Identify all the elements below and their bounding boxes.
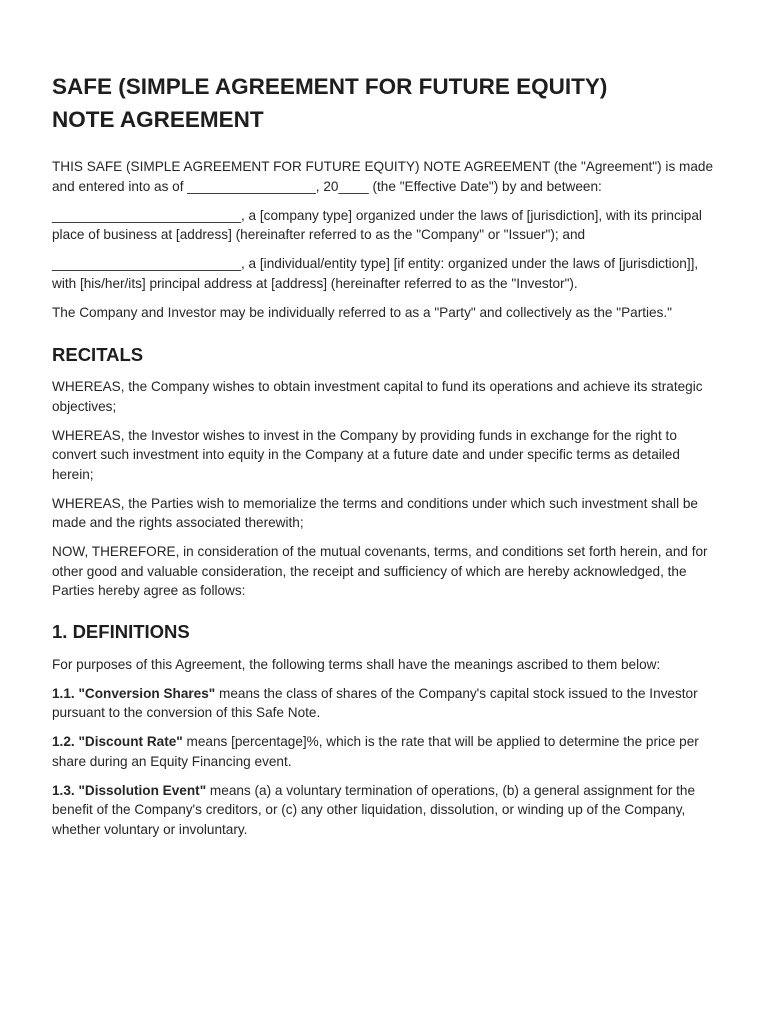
document-body — [52, 70, 720, 849]
definitions-heading: 1. DEFINITIONS — [52, 620, 190, 642]
title-line-1: SAFE (SIMPLE AGREEMENT FOR FUTURE EQUITY) — [52, 74, 608, 99]
company-party-paragraph: _________________________, a [company type] organized under the laws of [jurisdiction], with its principal place of business at [address] (hereinafter referred to as the "Company" or "Issuer"); and — [52, 207, 702, 242]
definition-term: 1.3. "Dissolution Event" — [52, 782, 207, 798]
definitions-intro-paragraph: For purposes of this Agreement, the following terms shall have the meanings ascribed to them below: — [52, 656, 661, 672]
recital-paragraph: WHEREAS, the Company wishes to obtain investment capital to fund its operations and achieve its strategic objectives; — [52, 379, 703, 414]
title-line-2: NOTE AGREEMENT — [52, 107, 264, 132]
document-title — [52, 70, 720, 136]
definition-item — [52, 684, 720, 723]
parties-definition-paragraph: The Company and Investor may be individually referred to as a "Party" and collectively as the "Parties." — [52, 304, 672, 320]
definition-text: means [percentage]%, which is the rate that will be applied to determine the price per share during an Equity Financing event. — [52, 734, 699, 769]
investor-party-paragraph: _________________________, a [individual/entity type] [if entity: organized under the laws of [jurisdiction]], with [his/her/its] principal address at [address] (hereinafter referred to as the "Investor"). — [52, 256, 699, 291]
definition-term: 1.1. "Conversion Shares" — [52, 685, 216, 701]
definition-text: means (a) a voluntary termination of operations, (b) a general assignment for the benefit of the Company's creditors, or (c) any other liquidation, dissolution, or winding up of the Company, whether voluntary or involuntary. — [52, 782, 696, 837]
recitals-heading: RECITALS — [52, 344, 144, 365]
definition-text: means the class of shares of the Company's capital stock issued to the Investor pursuant to the conversion of this Safe Note. — [52, 685, 698, 720]
recital-paragraph: NOW, THEREFORE, in consideration of the mutual covenants, terms, and conditions set forth herein, and for other good and valuable consideration, the receipt and sufficiency of which are hereby acknowledged, the Parties hereby agree as follows: — [52, 544, 708, 598]
recital-paragraph: WHEREAS, the Investor wishes to invest in the Company by providing funds in exchange for the right to convert such investment into equity in the Company at a future date and under specific terms as detailed herein; — [52, 427, 680, 482]
definition-item — [52, 732, 720, 771]
recital-paragraph: WHEREAS, the Parties wish to memorialize the terms and conditions under which such investment shall be made and the rights associated therewith; — [52, 495, 698, 530]
intro-opening-paragraph: THIS SAFE (SIMPLE AGREEMENT FOR FUTURE EQUITY) NOTE AGREEMENT (the "Agreement") is made and entered into as of _________________, 20____ (the "Effective Date") by and between: — [52, 159, 714, 194]
definition-item — [52, 781, 720, 840]
definition-term: 1.2. "Discount Rate" — [52, 734, 183, 749]
